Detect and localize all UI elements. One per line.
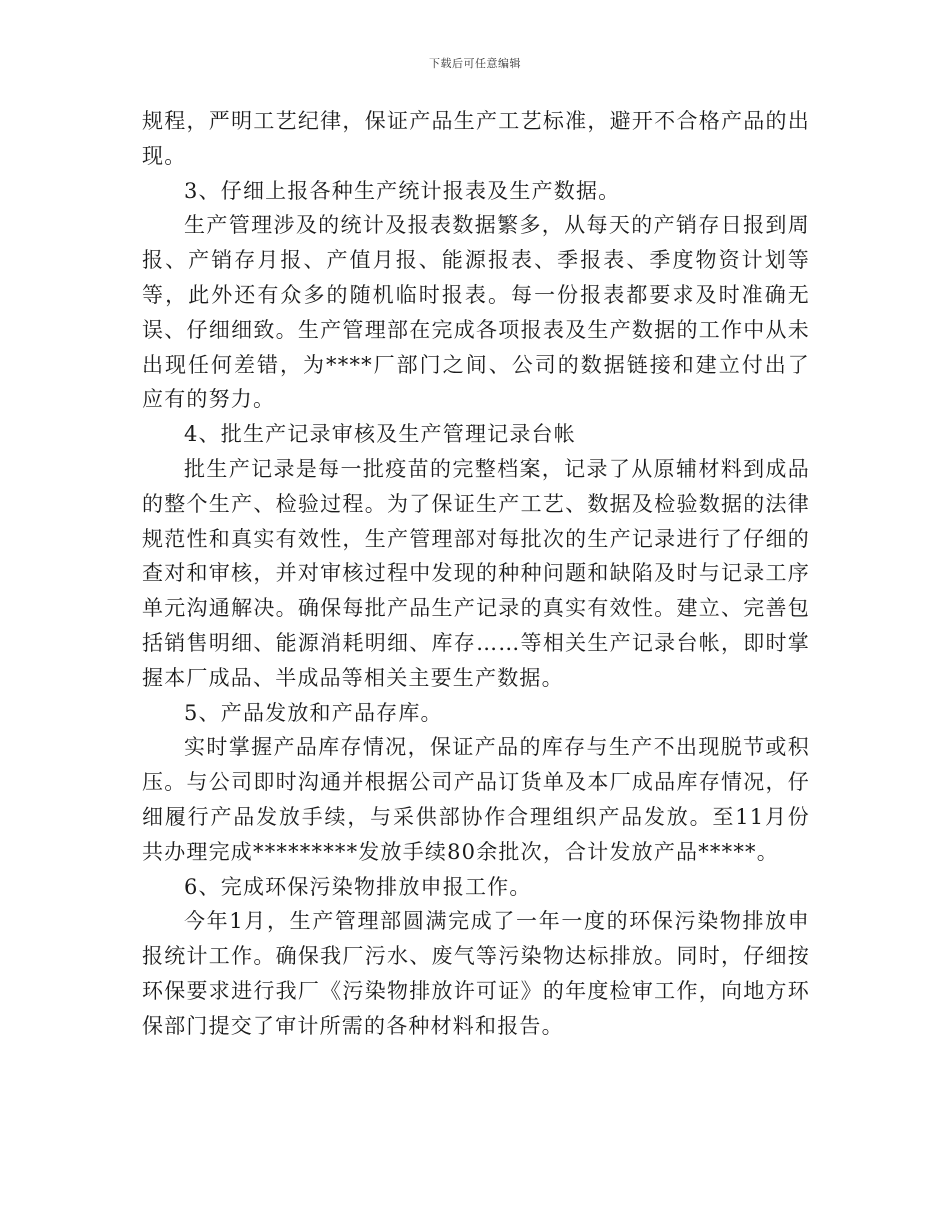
section-heading: 4、批生产记录审核及生产管理记录台帐 [184, 422, 576, 447]
document-body [142, 104, 810, 1044]
paragraph: 生产管理涉及的统计及报表数据繁多，从每天的产销存日报到周报、产销存月报、产值月报、能源报表、季报表、季度物资计划等等，此外还有众多的随机临时报表。每一份报表都要求及时准确无误、仔细细致。生产管理部在完成各项报表及生产数据的工作中从未出现任何差错，为****厂部门之间、公司的数据链接和建立付出了应有的努力。 [142, 213, 810, 412]
paragraph: 实时掌握产品库存情况，保证产品的库存与生产不出现脱节或积压。与公司即时沟通并根据公司产品订货单及本厂成品库存情况，仔细履行产品发放手续，与采供部协作合理组织产品发放。至11月份共办理完成*********发放手续80余批次，合计发放产品*****。 [142, 735, 810, 864]
paragraph: 今年1月，生产管理部圆满完成了一年一度的环保污染物排放申报统计工作。确保我厂污水、废气等污染物达标排放。同时，仔细按环保要求进行我厂《污染物排放许可证》的年度检审工作，向地方环保部门提交了审计所需的各种材料和报告。 [142, 909, 810, 1038]
page-header: 下载后可任意编辑 [429, 57, 521, 70]
paragraph: 批生产记录是每一批疫苗的完整档案，记录了从原辅材料到成品的整个生产、检验过程。为了保证生产工艺、数据及检验数据的法律规范性和真实有效性，生产管理部对每批次的生产记录进行了仔细的查对和审核，并对审核过程中发现的种种问题和缺陷及时与记录工序单元沟通解决。确保每批产品生产记录的真实有效性。建立、完善包括销售明细、能源消耗明细、库存……等相关生产记录台帐，即时掌握本厂成品、半成品等相关主要生产数据。 [142, 456, 810, 690]
section-heading: 5、产品发放和产品存库。 [184, 700, 443, 725]
section-heading: 6、完成环保污染物排放申报工作。 [184, 874, 532, 899]
section-heading: 3、仔细上报各种生产统计报表及生产数据。 [184, 178, 621, 203]
paragraph: 规程，严明工艺纪律，保证产品生产工艺标准，避开不合格产品的出现。 [142, 109, 810, 168]
